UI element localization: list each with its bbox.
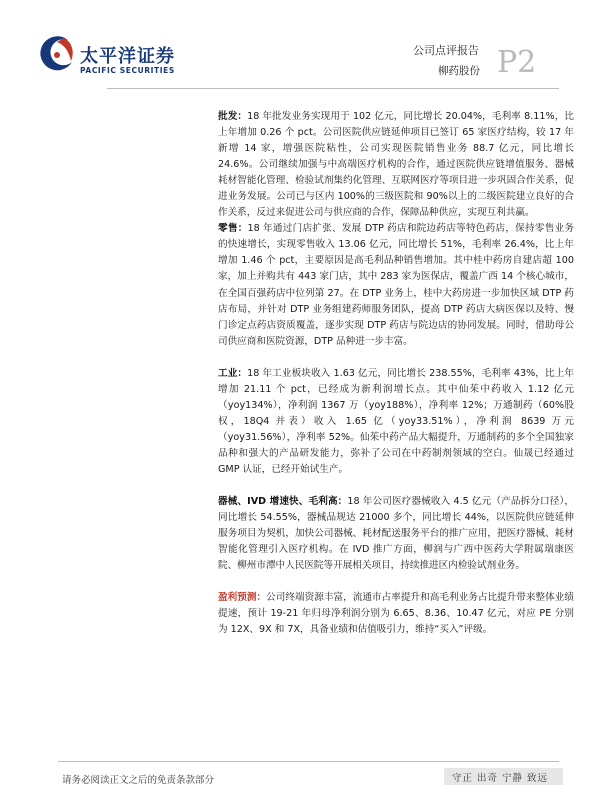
pacific-logo-icon (38, 34, 76, 74)
paragraph-industry (218, 366, 574, 478)
paragraph-label: 工业： (218, 367, 248, 379)
page-number: P2 (497, 45, 537, 80)
logo-english-text: PACIFIC SECURITIES (80, 66, 175, 75)
header-divider (107, 88, 559, 89)
paragraph-label: 器械、IVD 增速快、毛利高： (218, 496, 348, 508)
paragraph-wholesale (218, 109, 574, 221)
logo (38, 34, 218, 84)
paragraph-text: 公司终端资源丰富，流通市占率提升和高毛利业务占比提升带来整体业绩提速，预计 19-21 年归母净利润分别为 6.65、8.36、10.47 亿元，对应 PE 分别为 12X、9X 和 7X，具备业绩和估值吸引力，维持“买入”评级。 (218, 592, 575, 636)
paragraph-retail (218, 221, 574, 349)
paragraph-text: 18 年通过门店扩张、发展 DTP 药店和院边药店等特色药店，保持零售业务的快速增长，实现零售收入 13.06 亿元，同比增长 51%，毛利率 26.4%，比上年增加 1.46 个 pct，主要原因是高毛利品种销售增加。其中桂中药房自建店超 100 家，加上并购共有 443 家门店，其中 283 家为医保店，覆盖广西 14 个核心城市，在全国百强药店中位列第 27。在 DTP 业务上，桂中大药房进一步加快区域 DTP 药店布局，并针对 DTP 业务组建药师服务团队，提高 DTP 药店大病医保以及特、慢门诊定点药店资质覆盖，逐步实现 DTP 药店与院边店的协同发展。同时，借助母公司供应商和医院资源，DTP 品种进一步丰富。 (218, 223, 575, 347)
paragraph-text: 18 年公司医疗器械收入 4.5 亿元（产品拆分口径），同比增长 54.55%，器械品规达 21000 多个，同比增长 44%，以医院供应链延伸服务项目为契机，加快公司器械、耗材配送服务平台的推广应用，把医疗器械、耗材智能化管理引入医疗机构。在 IVD 推广方面，柳润与广西中医药大学附属瑞康医院、柳州市潭中人民医院等开展相关项目，持续推进区内检验试剂业务。 (218, 496, 574, 572)
paragraph-label: 批发： (218, 111, 248, 122)
paragraph-label: 零售： (218, 223, 248, 235)
logo-chinese-text: 太平洋证券 (80, 46, 175, 67)
report-type: 公司点评报告 (413, 44, 479, 57)
paragraph-text: 18 年批发业务实现用于 102 亿元，同比增长 20.04%，毛利率 8.11%，比上年增加 0.26 个 pct。公司医院供应链延伸项目已签订 65 家医疗结构，较 17 年新增 14 家，增强医院粘性，公司实现医院销售业务 88.7 亿元，同比增长 24.6%。公司继续加强与中高端医疗机构的合作，通过医院供应链增值服务、器械耗材智能化管理、检验试剂集约化管理、互联网医疗等项目进一步巩固合作关系，促进业务发展。公司已与区内 100%的三级医院和 90%以上的二级医院建立良好的合作关系，反过来促进公司与供应商的合作，保障品种供应，实现互利共赢。 (218, 111, 575, 219)
footer-divider (58, 761, 559, 762)
paragraph-devices-ivd (218, 494, 574, 574)
company-name: 柳药股份 (438, 65, 480, 77)
footer-motto: 守正 出奇 宁静 致远 (452, 773, 549, 784)
paragraph-forecast (218, 590, 574, 638)
footer-disclaimer: 请务必阅读正文之后的免责条款部分 (62, 775, 215, 786)
paragraph-text: 18 年工业板块收入 1.63 亿元，同比增长 238.55%，毛利率 43%，比上年增加 21.11 个 pct，已经成为新利润增长点。其中仙茱中药收入 1.12 亿元（yoy134%），净利润 1367 万（yoy188%），净利率 12%；万通制药（60%股权，18Q4 并表）收入 1.65 亿（yoy33.51%），净利润 8639 万元（yoy31.56%），净利率 52%。仙茱中药产品大幅提升，万通制药的多个全国独家品种和强大的产品研发能力，弥补了公司在中药制剂领域的空白。仙晟已经通过 GMP 认证，已经开始试生产。 (218, 367, 575, 475)
paragraph-label: 盈利预测： (218, 592, 267, 604)
report-body (218, 109, 574, 638)
